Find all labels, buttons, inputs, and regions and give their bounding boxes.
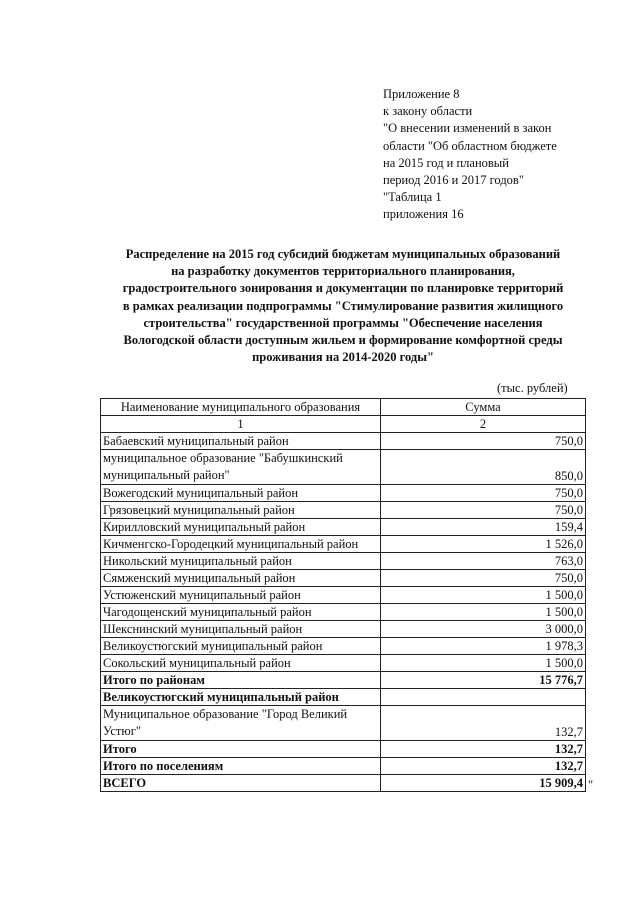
table-row — [101, 655, 586, 672]
table-row — [101, 485, 586, 502]
table-row — [101, 433, 586, 450]
table-row — [101, 621, 586, 638]
table-row — [101, 450, 586, 485]
row-name: Шекснинский муниципальный район — [101, 621, 381, 638]
row-name: Кирилловский муниципальный район — [101, 519, 381, 536]
column-number: 2 — [381, 416, 586, 433]
table-header-row — [101, 399, 586, 416]
total-value: 15 776,7 — [381, 672, 586, 689]
appendix-note-line: области "Об областном бюджете — [383, 138, 557, 153]
appendix-note-line: "Таблица 1 — [383, 190, 442, 205]
section-label: Великоустюгский муниципальный район — [101, 689, 381, 706]
total-value: 132,7 — [381, 758, 586, 775]
row-value: 132,7 — [381, 706, 586, 741]
row-name: муниципальное образование "Бабушкинский муниципальный район" — [101, 450, 381, 485]
title-line: Распределение на 2015 год субсидий бюджетам муниципальных образований — [125, 247, 561, 261]
table-row — [101, 706, 586, 741]
grand-total-row — [101, 775, 586, 792]
section-header-row — [101, 689, 586, 706]
appendix-note — [383, 86, 557, 224]
row-value: 750,0 — [381, 433, 586, 450]
table-row — [101, 553, 586, 570]
title-line: в рамках реализации подпрограммы "Стимулирование развития жилищного — [122, 298, 564, 313]
column-header-sum: Сумма — [381, 399, 586, 416]
row-value: 1 500,0 — [381, 587, 586, 604]
title-line: градостроительного зонирования и документации по планировке территорий — [122, 281, 564, 296]
appendix-note-line: период 2016 и 2017 годов" — [383, 173, 524, 188]
row-name: Чагодощенский муниципальный район — [101, 604, 381, 621]
appendix-note-line: к закону области — [383, 104, 473, 119]
title-line: на разработку документов территориального планирования, — [171, 264, 515, 279]
title-line: проживания на 2014-2020 годы" — [252, 350, 434, 365]
total-section-row — [101, 741, 586, 758]
row-value: 1 500,0 — [381, 604, 586, 621]
row-value: 850,0 — [381, 450, 586, 485]
row-name: Вожегодский муниципальный район — [101, 485, 381, 502]
column-header-name: Наименование муниципального образования — [101, 399, 381, 416]
row-value: 1 978,3 — [381, 638, 586, 655]
column-number: 1 — [101, 416, 381, 433]
appendix-note-line: "О внесении изменений в закон — [383, 121, 552, 136]
column-number-row — [101, 416, 586, 433]
closing-quote: " — [588, 778, 594, 792]
total-label: Итого по поселениям — [101, 758, 381, 775]
section-empty-cell — [381, 689, 586, 706]
row-value: 159,4 — [381, 519, 586, 536]
total-settlements-row — [101, 758, 586, 775]
total-label: Итого по районам — [101, 672, 381, 689]
row-value: 1 526,0 — [381, 536, 586, 553]
total-label: Итого — [101, 741, 381, 758]
row-name: Сокольский муниципальный район — [101, 655, 381, 672]
row-name: Никольский муниципальный район — [101, 553, 381, 570]
row-value: 3 000,0 — [381, 621, 586, 638]
row-name: Великоустюгский муниципальный район — [101, 638, 381, 655]
appendix-note-line: на 2015 год и плановый — [383, 155, 509, 170]
table-row — [101, 519, 586, 536]
title-line: Вологодской области доступным жильем и формирование комфортной среды — [123, 333, 563, 348]
title-line: строительства" государственной программы "Обеспечение населения — [143, 315, 543, 330]
row-value: 1 500,0 — [381, 655, 586, 672]
appendix-note-line: Приложение 8 — [383, 87, 460, 101]
table-row — [101, 604, 586, 621]
total-districts-row — [101, 672, 586, 689]
row-name: Бабаевский муниципальный район — [101, 433, 381, 450]
row-name: Сямженский муниципальный район — [101, 570, 381, 587]
grand-total-value: 15 909,4 — [381, 775, 586, 792]
row-name: Грязовецкий муниципальный район — [101, 502, 381, 519]
units-label: (тыс. рублей) — [497, 381, 568, 395]
row-name: Кичменгско-Городецкий муниципальный район — [101, 536, 381, 553]
row-name: Муниципальное образование "Город Великий Устюг" — [101, 706, 381, 741]
table-row — [101, 570, 586, 587]
subsidy-table — [100, 398, 586, 792]
table-row — [101, 638, 586, 655]
row-value: 750,0 — [381, 485, 586, 502]
table-row — [101, 587, 586, 604]
table-row — [101, 536, 586, 553]
table-row — [101, 502, 586, 519]
document-title — [100, 246, 586, 366]
row-value: 763,0 — [381, 553, 586, 570]
grand-total-label: ВСЕГО — [101, 775, 381, 792]
appendix-note-line: приложения 16 — [383, 207, 464, 222]
row-name: Устюженский муниципальный район — [101, 587, 381, 604]
row-value: 750,0 — [381, 570, 586, 587]
row-value: 750,0 — [381, 502, 586, 519]
total-value: 132,7 — [381, 741, 586, 758]
